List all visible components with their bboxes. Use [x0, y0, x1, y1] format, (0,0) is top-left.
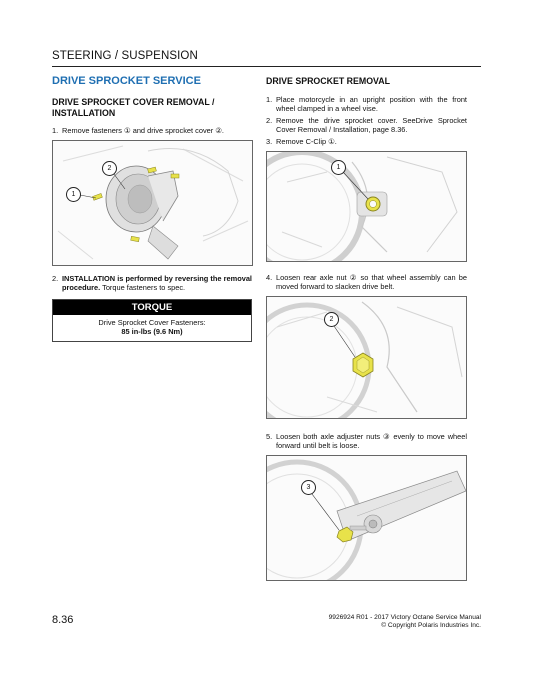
callout-2: 2 — [324, 312, 339, 327]
manual-title: 9926924 R01 - 2017 Victory Octane Service Manual — [328, 614, 481, 621]
manual-info — [329, 614, 481, 630]
cover-step-1 — [52, 126, 252, 135]
callout-1: 1 — [66, 187, 81, 202]
figure-rear-axle-nut — [266, 296, 467, 419]
step-normal-text: Torque fasteners to spec. — [100, 283, 186, 293]
removal-step-1 — [266, 95, 467, 113]
step-number: 5. — [266, 431, 273, 441]
step-number: 4. — [266, 272, 273, 282]
figure-sprocket-cover — [52, 140, 253, 266]
torque-heading: TORQUE — [53, 300, 251, 315]
c-clip-illustration — [267, 152, 466, 261]
callout-1: 1 — [331, 160, 346, 175]
copyright: © Copyright Polaris Industries Inc. — [381, 622, 481, 629]
right-column — [266, 74, 467, 581]
removal-step-5 — [266, 432, 467, 450]
removal-step-4 — [266, 273, 467, 291]
torque-label: Drive Sprocket Cover Fasteners: — [98, 317, 206, 327]
subsection-title-cover: DRIVE SPROCKET COVER REMOVAL / INSTALLATION — [52, 97, 215, 118]
step-text: Remove fasteners ① and drive sprocket cover ②. — [62, 126, 224, 135]
torque-value: 85 in-lbs (9.6 Nm) — [121, 327, 183, 337]
callout-3: 3 — [301, 480, 316, 495]
step-bold-text: INSTALLATION is performed by reversing the removal procedure. — [62, 274, 252, 293]
step-number: 1. — [266, 94, 273, 104]
torque-body — [53, 315, 251, 341]
step-text — [62, 274, 252, 292]
sprocket-cover-illustration — [53, 141, 252, 265]
figure-axle-adjuster — [266, 455, 467, 581]
step-text: Place motorcycle in an upright position with the front wheel clamped in a wheel vise. — [276, 94, 467, 113]
section-title: DRIVE SPROCKET SERVICE — [52, 75, 201, 87]
removal-step-3 — [266, 137, 467, 146]
axle-adjuster-illustration — [267, 456, 466, 580]
header-title: STEERING / SUSPENSION — [52, 50, 198, 62]
subsection-title-removal: DRIVE SPROCKET REMOVAL — [266, 76, 390, 86]
step-text: Loosen rear axle nut ② so that wheel assembly can be moved forward to slacken drive belt. — [276, 272, 467, 291]
torque-spec-box — [52, 299, 252, 342]
axle-nut-illustration — [267, 297, 466, 418]
step-number: 3. — [266, 137, 273, 147]
step-text: Loosen both axle adjuster nuts ③ evenly to move wheel forward until belt is loose. — [276, 431, 467, 451]
step-text: Remove the drive sprocket cover. SeeDrive Sprocket Cover Removal / Installation, page 8.36. — [276, 115, 467, 135]
step-number: 2. — [52, 274, 59, 284]
figure-c-clip — [266, 151, 467, 262]
step-number: 1. — [52, 126, 59, 135]
cover-step-2 — [52, 274, 252, 292]
step-text: Remove C-Clip ①. — [276, 137, 337, 147]
removal-step-2 — [266, 116, 467, 134]
left-column — [52, 74, 252, 342]
callout-2: 2 — [102, 161, 117, 176]
header-divider — [52, 66, 481, 67]
page-number: 8.36 — [52, 614, 74, 626]
step-number: 2. — [266, 115, 273, 125]
